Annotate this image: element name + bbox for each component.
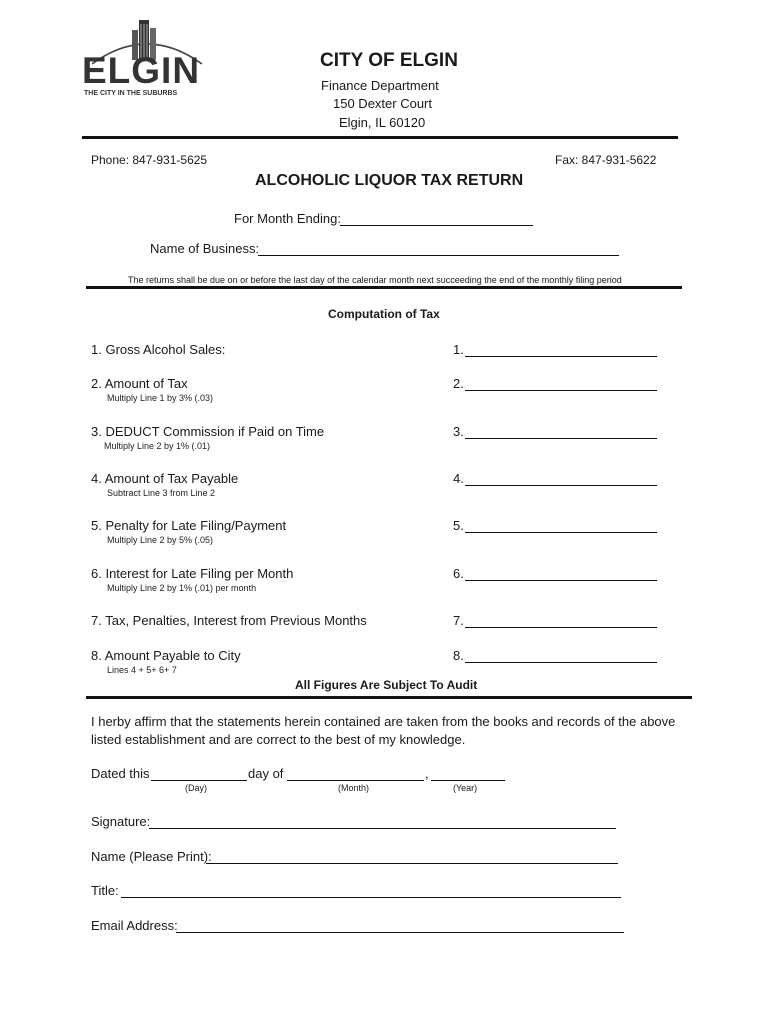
line-2-label: 2. Amount of Tax [91, 376, 188, 391]
month-ending-label: For Month Ending: [234, 211, 341, 226]
date-comma: , [425, 766, 429, 781]
line-6-field[interactable] [465, 566, 657, 581]
header-department: Finance Department [321, 78, 439, 93]
day-of-label: day of [248, 766, 284, 781]
line-3-num: 3. [453, 424, 464, 439]
affirm-line-2: listed establishment and are correct to the best of my knowledge. [91, 732, 466, 747]
line-7-num: 7. [453, 613, 464, 628]
line-6-label: 6. Interest for Late Filing per Month [91, 566, 294, 581]
line-4-field[interactable] [465, 471, 657, 486]
line-7-field[interactable] [465, 613, 657, 628]
due-notice: The returns shall be due on or before the last day of the calendar month next succeeding the end of the monthly filing period [128, 275, 622, 285]
day-caption: (Day) [185, 783, 207, 793]
header-city: CITY OF ELGIN [320, 50, 458, 71]
line-8-field[interactable] [465, 648, 657, 663]
line-1-num: 1. [453, 342, 464, 357]
audit-divider [86, 696, 692, 699]
computation-title: Computation of Tax [328, 307, 440, 321]
line-5-field[interactable] [465, 518, 657, 533]
logo-tagline: THE CITY IN THE SUBURBS [84, 90, 178, 97]
line-1-label: 1. Gross Alcohol Sales: [91, 342, 226, 357]
notice-divider [86, 286, 682, 289]
city-logo [82, 16, 212, 98]
line-7-label: 7. Tax, Penalties, Interest from Previous Months [91, 613, 367, 628]
print-name-field[interactable] [206, 849, 618, 864]
title-field[interactable] [121, 883, 621, 898]
line-6-note: Multiply Line 2 by 1% (.01) per month [107, 583, 257, 593]
line-1-field[interactable] [465, 342, 657, 357]
form-title: ALCOHOLIC LIQUOR TAX RETURN [255, 172, 524, 189]
logo-brand: ELGIN [82, 50, 201, 91]
title-label: Title: [91, 883, 119, 898]
line-5-num: 5. [453, 518, 464, 533]
line-2-note: Multiply Line 1 by 3% (.03) [107, 393, 214, 403]
affirm-line-1: I herby affirm that the statements herein contained are taken from the books and records of the above [91, 714, 676, 729]
line-5-label: 5. Penalty for Late Filing/Payment [91, 518, 287, 533]
email-field[interactable] [176, 918, 624, 933]
line-3-label: 3. DEDUCT Commission if Paid on Time [91, 424, 325, 439]
header-address1: 150 Dexter Court [333, 96, 432, 111]
signature-field[interactable] [149, 814, 616, 829]
print-name-label: Name (Please Print): [91, 849, 212, 864]
line-8-label: 8. Amount Payable to City [91, 648, 241, 663]
signature-label: Signature: [91, 814, 151, 829]
month-field[interactable] [287, 766, 424, 781]
phone: Phone: 847-931-5625 [91, 153, 208, 167]
audit-notice: All Figures Are Subject To Audit [295, 678, 478, 692]
line-6-num: 6. [453, 566, 464, 581]
line-2-field[interactable] [465, 376, 657, 391]
line-4-label: 4. Amount of Tax Payable [91, 471, 239, 486]
header-address2: Elgin, IL 60120 [339, 115, 426, 130]
line-2-num: 2. [453, 376, 464, 391]
month-ending-field[interactable] [340, 211, 533, 226]
line-4-num: 4. [453, 471, 464, 486]
line-5-note: Multiply Line 2 by 5% (.05) [107, 535, 214, 545]
year-caption: (Year) [453, 783, 478, 793]
line-3-note: Multiply Line 2 by 1% (.01) [104, 441, 211, 451]
line-8-num: 8. [453, 648, 464, 663]
email-label: Email Address: [91, 918, 178, 933]
day-field[interactable] [151, 766, 247, 781]
year-field[interactable] [431, 766, 505, 781]
line-3-field[interactable] [465, 424, 657, 439]
line-8-note: Lines 4 + 5+ 6+ 7 [107, 665, 177, 675]
line-4-note: Subtract Line 3 from Line 2 [107, 488, 216, 498]
month-caption: (Month) [338, 783, 370, 793]
business-name-label: Name of Business: [150, 241, 260, 256]
dated-label: Dated this [91, 766, 150, 781]
business-name-field[interactable] [258, 241, 619, 256]
header-divider [82, 136, 678, 139]
fax: Fax: 847-931-5622 [555, 153, 657, 167]
